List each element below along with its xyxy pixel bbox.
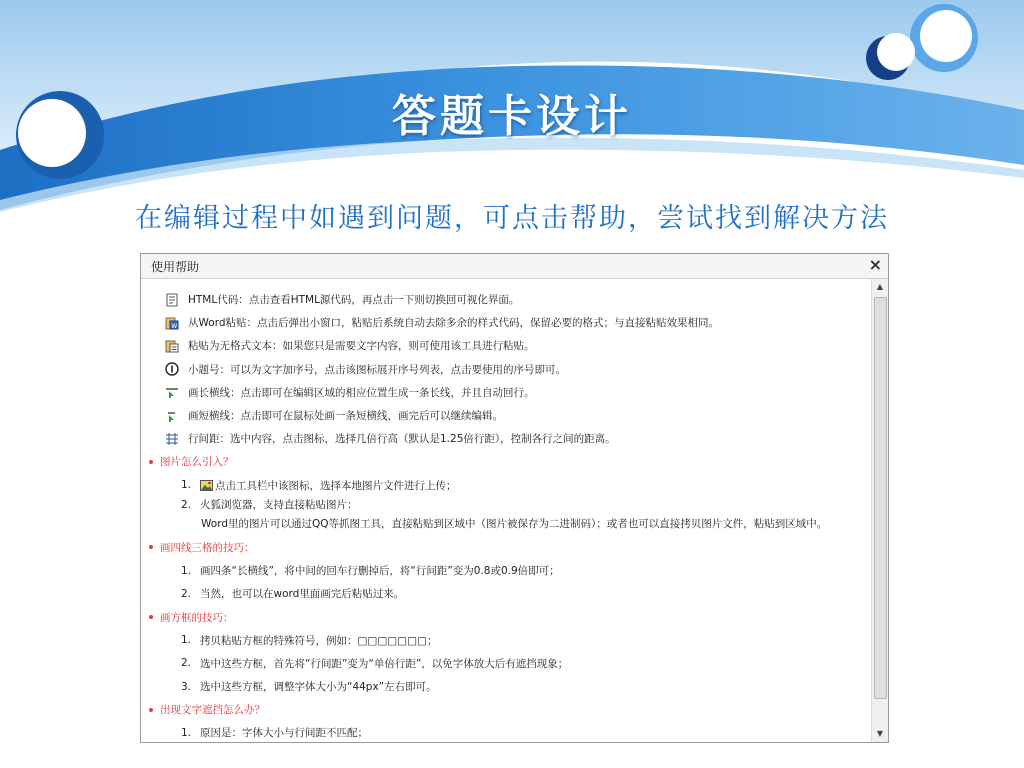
dialog-header xyxy=(141,254,888,279)
tool-help-text: 从Word粘贴：点击后弹出小窗口，粘贴后系统自动去除多余的样式代码，保留必要的格式；与直接粘贴效果相同。 xyxy=(188,317,719,330)
step-text: 火狐浏览器，支持直接粘贴图片： xyxy=(200,499,358,512)
section-image xyxy=(141,450,871,473)
tool-help-item xyxy=(141,427,871,450)
html-source-icon xyxy=(165,293,179,307)
tool-help-item xyxy=(141,404,871,427)
step-number: 3. xyxy=(181,680,192,693)
step-text: 点击工具栏中该图标，选择本地图片文件进行上传； xyxy=(215,479,457,492)
paste-plain-text-icon xyxy=(165,339,179,353)
bullet-icon xyxy=(149,545,153,549)
step-text: 当然，也可以在word里面画完后粘贴过来。 xyxy=(200,588,405,601)
tool-help-text: HTML代码：点击查看HTML源代码，再点击一下则切换回可视化界面。 xyxy=(188,294,520,307)
long-line-icon xyxy=(165,385,179,399)
list-item xyxy=(141,582,871,605)
dialog-title: 使用帮助 xyxy=(151,260,200,274)
section-title: 画四线三格的技巧： xyxy=(160,541,255,554)
section-boxes xyxy=(141,605,871,628)
step-number: 1. xyxy=(181,479,192,492)
step-number: 1. xyxy=(181,564,192,577)
bullet-icon xyxy=(149,615,153,619)
dialog-body xyxy=(141,279,871,742)
line-spacing-icon xyxy=(165,432,179,446)
tool-help-text: 粘贴为无格式文本：如果您只是需要文字内容，则可使用该工具进行粘贴。 xyxy=(188,340,535,353)
scroll-down-icon[interactable]: ▼ xyxy=(876,729,884,738)
list-item xyxy=(141,497,871,513)
slide-subtitle: 在编辑过程中如遇到问题，可点击帮助，尝试找到解决方法 xyxy=(135,203,889,234)
step-text: 选中这些方框，首先将“行间距”变为“单倍行距”，以免字体放大后有遮挡现象； xyxy=(200,657,569,670)
step-number: 2. xyxy=(181,657,192,670)
note-text: Word里的图片可以通过QQ等抓图工具，直接粘贴到区域中（图片被保存为二进制码）；或者也可以直接拷贝图片文件，粘贴到区域中。 xyxy=(201,517,828,530)
step-text: 选中这些方框，调整字体大小为“44px”左右即可。 xyxy=(200,681,437,694)
list-item xyxy=(141,721,871,742)
vertical-scrollbar[interactable] xyxy=(871,279,888,742)
insert-image-icon xyxy=(200,480,213,491)
close-button[interactable]: × xyxy=(868,255,882,274)
paste-from-word-icon xyxy=(165,316,179,330)
step-text: 画四条“长横线”，将中间的回车行删掉后，将“行间距”变为0.8或0.9倍即可； xyxy=(200,565,560,578)
short-line-icon xyxy=(165,409,179,423)
scroll-up-icon[interactable]: ▲ xyxy=(876,282,884,291)
section-title: 画方框的技巧： xyxy=(160,611,234,624)
svg-text:W: W xyxy=(171,322,178,330)
tool-help-text: 画长横线：点击即可在编辑区域的相应位置生成一条长线，并且自动回行。 xyxy=(188,386,535,399)
step-text: 拷贝粘贴方框的特殊符号，例如：□□□□□□□； xyxy=(200,634,438,647)
step-number: 2. xyxy=(181,498,192,511)
step-number: 1. xyxy=(181,726,192,739)
scrollbar-thumb[interactable] xyxy=(874,297,887,699)
step-number: 1. xyxy=(181,634,192,647)
slide-title: 答题卡设计 xyxy=(392,91,632,142)
tool-help-text: 行间距：选中内容，点击图标，选择几倍行高（默认是1.25倍行距），控制各行之间的距离。 xyxy=(188,433,616,446)
section-title: 出现文字遮挡怎么办？ xyxy=(160,704,265,717)
tool-help-item xyxy=(141,311,871,334)
tool-help-item xyxy=(141,358,871,381)
section-lines xyxy=(141,536,871,559)
tool-help-item xyxy=(141,288,871,311)
help-dialog xyxy=(140,253,889,743)
section-overlap xyxy=(141,698,871,721)
step-number: 2. xyxy=(181,587,192,600)
list-item xyxy=(141,629,871,652)
tool-help-text: 画短横线：点击即可在鼠标处画一条短横线，画完后可以继续编辑。 xyxy=(188,410,503,423)
tool-help-item xyxy=(141,381,871,404)
list-item xyxy=(141,559,871,582)
bullet-icon xyxy=(149,460,153,464)
list-item xyxy=(141,474,871,497)
step-text: 原因是：字体大小与行间距不匹配； xyxy=(200,727,368,740)
list-item xyxy=(141,675,871,698)
list-item xyxy=(141,652,871,675)
section-title: 图片怎么引入？ xyxy=(160,456,234,469)
bullet-icon xyxy=(149,708,153,712)
question-number-icon xyxy=(165,362,179,376)
tool-help-item xyxy=(141,334,871,357)
tool-help-text: 小题号：可以为文字加序号，点击该图标展开序号列表，点击要使用的序号即可。 xyxy=(188,363,566,376)
